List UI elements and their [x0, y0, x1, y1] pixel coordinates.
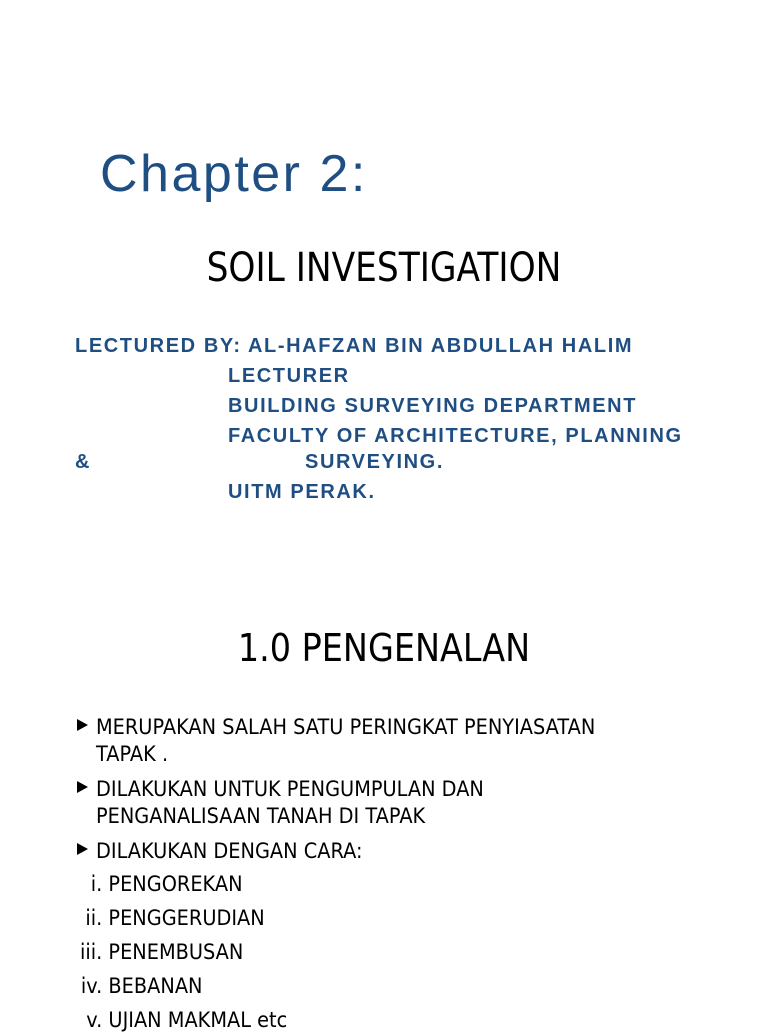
method-number: i.: [90, 872, 103, 896]
section-heading: 1.0 PENGENALAN: [237, 626, 531, 670]
lecturer-ampersand: &: [75, 451, 92, 473]
method-text: PENEMBUSAN: [108, 940, 244, 964]
method-number: iii.: [80, 940, 103, 964]
method-number: ii.: [85, 906, 103, 930]
lecturer-department-line: BUILDING SURVEYING DEPARTMENT: [228, 395, 638, 417]
lecturer-position-line: LECTURER: [228, 365, 350, 387]
lecturer-name-line: LECTURED BY: AL-HAFZAN BIN ABDULLAH HALIM: [75, 335, 634, 357]
method-item: [71, 874, 243, 895]
bullet-text-line: PENGANALISAAN TANAH DI TAPAK: [96, 804, 426, 828]
lecturer-faculty-line-cont: SURVEYING.: [305, 451, 444, 473]
bullet-text-line: DILAKUKAN DENGAN CARA:: [96, 839, 363, 863]
method-item: [71, 1010, 287, 1031]
bullet-text-line: MERUPAKAN SALAH SATU PERINGKAT PENYIASATAN: [96, 715, 596, 739]
method-number: v.: [86, 1008, 103, 1032]
triangle-bullet-icon: [77, 719, 88, 731]
lecturer-faculty-line: FACULTY OF ARCHITECTURE, PLANNING: [228, 425, 683, 447]
bullet-text-line: DILAKUKAN UNTUK PENGUMPULAN DAN: [96, 777, 484, 801]
triangle-bullet-icon: [77, 843, 88, 855]
method-text: PENGGERUDIAN: [108, 906, 265, 930]
method-number: iv.: [80, 974, 103, 998]
method-text: BEBANAN: [108, 974, 203, 998]
method-item: [71, 908, 265, 929]
method-item: [71, 942, 243, 963]
method-text: UJIAN MAKMAL etc: [108, 1008, 288, 1032]
bullet-text-line: TAPAK .: [96, 742, 169, 766]
subject-title: SOIL INVESTIGATION: [206, 245, 562, 291]
method-text: PENGOREKAN: [108, 872, 243, 896]
method-item: [71, 976, 202, 997]
chapter-title: Chapter 2:: [100, 145, 368, 203]
lecturer-campus-line: UITM PERAK.: [228, 481, 376, 503]
triangle-bullet-icon: [77, 781, 88, 793]
